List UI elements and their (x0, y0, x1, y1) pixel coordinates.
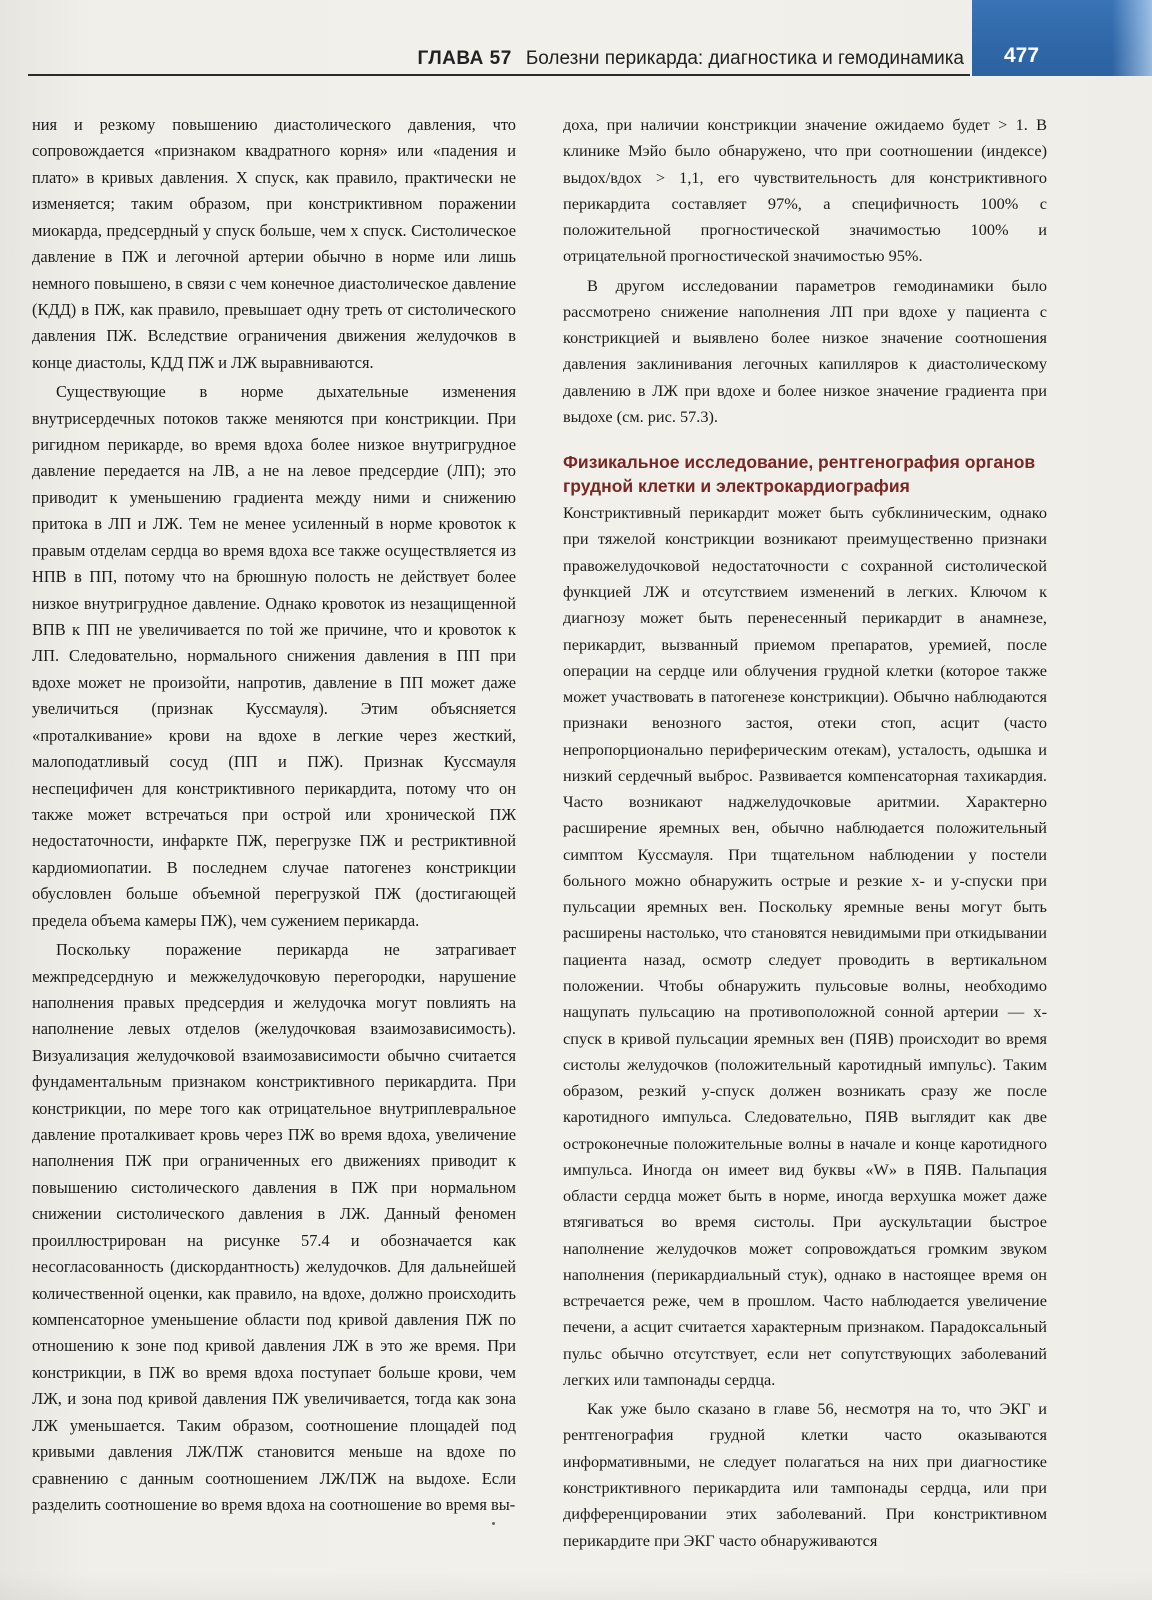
paragraph: доха, при наличии констрикции значение ожидаемо будет > 1. В клинике Мэйо было обнаружено, что при соотношении (индексе) выдох/вдох > 1,1, его чувствительность для констриктивного перикардита составляет 97%, а специфичность 100% с положительной прогностической значимостью 100% и отрицательной прогностической значимостью 95%. (563, 115, 1047, 266)
paragraph: Констриктивный перикардит может быть субклиническим, однако при тяжелой констрикции возникают преимущественно признаки правожелудочковой недостаточности с сохранной систолической функцией ЛЖ и отсутствием изменений в легких. Ключом к диагнозу может быть перенесенный перикардит в анамнезе, перикардит, вызванный приемом препаратов, уремией, после операции на сердце или облучения грудной клетки (которое также может участвовать в патогенезе констрикции). Обычно наблюдаются признаки венозного застоя, отеки стоп, асцит (часто непропорционально периферическим отекам), усталость, одышка и низкий сердечный выброс. Развивается компенсаторная тахикардия. Часто возникают наджелудочковые аритмии. Характерно расширение яремных вен, обычно наблюдается положительный симптом Куссмауля. При тщательном наблюдении у постели больного можно обнаружить острые и резкие x- и y-спуски при пульсации яремных вен. Поскольку яремные вены могут быть расширены настолько, что становятся невидимыми при откидывании пациента назад, осмотр следует проводить в вертикальном положении. Чтобы обнаружить пульсовые волны, необходимо нащупать пульсацию на противоположной сонной артерии — x-спуск в кривой пульсации яремных вен (ПЯВ) происходит во время систолы желудочков (положительный каротидный импульс). Таким образом, резкий y-спуск должен возникать сразу же после каротидного импульса. Следовательно, ПЯВ выглядит как две остроконечные положительные волны в начале и конце каротидного импульса. Иногда он имеет вид буквы «W» в ПЯВ. Пальпация области сердца может быть в норме, иногда верхушка может даже втягиваться во время систолы. При аускультации быстрое наполнение желудочков может сопровождаться громким звуком наполнения (перикардиальный стук), однако в настоящее время он встречается реже, чем в прошлом. Часто наблюдается увеличение печени, а асцит считается характерным признаком. Парадоксальный пульс обычно отсутствует, если нет сопутствующих заболеваний легких или тампонады сердца. (563, 503, 1047, 1389)
header-rule (28, 74, 970, 76)
paragraph: ния и резкому повышению диастолического давления, что сопровождается «признаком квадратного корня» или «падения и плато» в кривых давления. X спуск, как правило, практически не изменяется; таким образом, при констриктивном поражении миокарда, предсердный y спуск больше, чем x спуск. Систолическое давление в ПЖ и легочной артерии обычно в норме или лишь немного повышено, в связи с чем конечное диастолическое давление (КДД) в ПЖ, как правило, превышает одну треть от систолического давления ПЖ. Вследствие ограничения движения желудочков в конце диастолы, КДД ПЖ и ЛЖ выравниваются. (32, 115, 516, 372)
running-header (28, 46, 970, 74)
left-column (32, 112, 516, 1518)
page-shadow (0, 1572, 1152, 1600)
right-column (563, 112, 1047, 1554)
chapter-title: Болезни перикарда: диагностика и гемодинамика (525, 48, 964, 69)
paragraph: Существующие в норме дыхательные изменения внутрисердечных потоков также меняются при констрикции. При ригидном перикарде, во время вдоха более низкое внутригрудное давление передается на ЛВ, а не на левое предсердие (ЛП); это приводит к уменьшению градиента между ними и снижению притока в ЛП и ЛЖ. Тем не менее усиленный в норме кровоток к правым отделам сердца во время вдоха все также осуществляется из НПВ в ПП, потому что на брюшную полость не действует более низкое внутригрудное давление. Однако кровоток из незащищенной ВПВ к ПП не увеличивается по той же причине, что и кровоток к ЛП. Следовательно, нормального снижения давления в ПП при вдохе может не произойти, напротив, давление в ПП может даже увеличиться (признак Куссмауля). Этим объясняется «проталкивание» крови на вдохе в легкие через жесткий, малоподатливый сосуд (ПП и ПЖ). Признак Куссмауля неспецифичен для констриктивного перикардита, потому что он также может встречаться при острой или хронической ПЖ недостаточности, инфаркте ПЖ, перегрузке ПЖ и рестриктивной кардиомиопатии. В последнем случае патогенез констрикции обусловлен больше объемной перегрузкой ПЖ (достигающей предела объема камеры ПЖ), чем сужением перикарда. (32, 382, 516, 930)
chapter-label: ГЛАВА 57 (417, 48, 512, 69)
page-number: 477 (1004, 44, 1040, 67)
paragraph: В другом исследовании параметров гемодинамики было рассмотрено снижение наполнения ЛП при вдохе у пациента с констрикцией и выявлено более низкое значение соотношения давления заклинивания легочных капилляров к диастолическому давлению в ЛЖ при вдохе и более низкое значение градиента при выдохе (см. рис. 57.3). (563, 275, 1047, 426)
page-number-tab (972, 0, 1152, 76)
paragraph: Как уже было сказано в главе 56, несмотря на то, что ЭКГ и рентгенография грудной клетки часто оказываются информативными, не следует полагаться на них при диагностике констриктивного перикардита или тампонады сердца, или при дифференцировании этих заболеваний. При констриктивном перикардите при ЭКГ часто обнаруживаются (563, 1399, 1047, 1550)
paragraph: Поскольку поражение перикарда не затрагивает межпредсердную и межжелудочковую перегородки, нарушение наполнения правых предсердия и желудочка могут повлиять на наполнение левых отделов (желудочковая взаимозависимость). Визуализация желудочковой взаимозависимости обычно считается фундаментальным признаком констриктивного перикардита. При констрикции, по мере того как отрицательное внутриплевральное давление проталкивает кровь через ПЖ во время вдоха, увеличение наполнения ПЖ при ограниченных его движениях приводит к повышению систолического давления в ПЖ при нормальном снижении систолического давления в ЛЖ. Данный феномен проиллюстрирован на рисунке 57.4 и обозначается как несогласованность (дискордантность) желудочков. Для дальнейшей количественной оценки, как правило, на вдохе, должно происходить компенсаторное уменьшение области под кривой давления ПЖ по отношению к зоне под кривой давления ЛЖ в это же время. При констрикции, в ПЖ во время вдоха поступает больше крови, чем ЛЖ, и зона под кривой давления ПЖ увеличивается, тогда как зона ЛЖ уменьшается. Таким образом, соотношение площадей под кривыми давления ЛЖ/ПЖ становится меньше на вдохе по сравнению с данным соотношением ЛЖ/ПЖ на выдохе. Если разделить соотношение во время вдоха на соотношение во время вы- (32, 940, 516, 1514)
header-text (418, 48, 964, 70)
section-heading: Физикальное исследование, рентгенография органов грудной клетки и электрокардиография (563, 452, 1036, 497)
print-speck (492, 1522, 495, 1525)
